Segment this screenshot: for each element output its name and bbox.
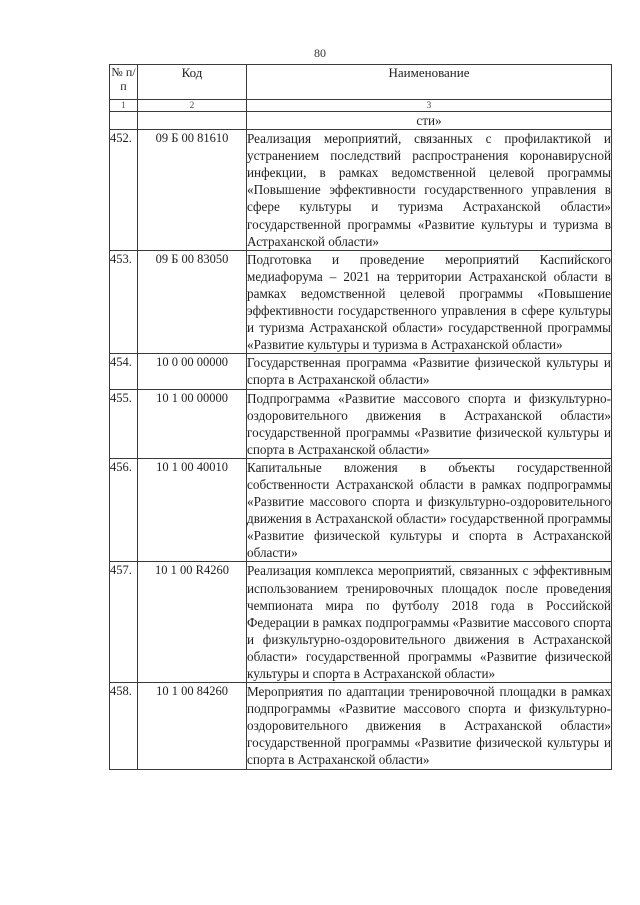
row-name: Подпрограмма «Развитие массового спорта и физкультурно-оздоровительного движения в Астраханской области» государственной программы «Развитие физической культуры и спорта в Астраханской области» [247, 390, 611, 457]
classification-table [109, 64, 612, 770]
row-name: Государственная программа «Развитие физической культуры и спорта в Астраханской области» [247, 355, 611, 388]
table-row [110, 354, 612, 389]
table-row [110, 683, 612, 769]
table-row [110, 458, 612, 562]
row-code: 09 Б 00 83050 [138, 250, 247, 354]
header-num: № п/п [110, 65, 138, 100]
header-name: Наименование [247, 65, 612, 100]
row-number: 456. [110, 458, 138, 562]
row-code: 10 1 00 00000 [138, 389, 247, 458]
row-name: Реализация комплекса мероприятий, связанных с эффективным использованием тренировочных площадок после проведения чемпионата мира по футболу 2018 года в Российской Федерации в рамках подпрограммы «Развитие массового спорта и физкультурно-оздоровительного движения в Астраханской области» государственной программы «Развитие физической культуры и спорта в Астраханской области» [247, 563, 611, 681]
row-name: Подготовка и проведение мероприятий Каспийского медиафорума – 2021 на территории Астраханской области в рамках ведомственной целевой программы «Повышение эффективности государственного управления в сфере культуры и туризма Астраханской области» государственной программы «Развитие культуры и туризма в Астраханской области» [247, 251, 611, 353]
table-header-row [110, 65, 612, 100]
column-index: 3 [247, 100, 612, 112]
column-index-row [110, 100, 612, 112]
column-index: 1 [110, 100, 138, 112]
row-number: 455. [110, 389, 138, 458]
row-number: 453. [110, 250, 138, 354]
row-number: 458. [110, 683, 138, 769]
column-index: 2 [138, 100, 247, 112]
row-name: Капитальные вложения в объекты государственной собственности Астраханской области в рамках подпрограммы «Развитие массового спорта и физкультурно-оздоровительного движения в Астраханской области» государственной программы «Развитие физической культуры и спорта в Астраханской области» [247, 459, 611, 561]
table-row [110, 562, 612, 683]
header-code: Код [138, 65, 247, 100]
row-name: Мероприятия по адаптации тренировочной площадки в рамках подпрограммы «Развитие массового спорта и физкультурно-оздоровительного движения в Астраханской области» государственной программы «Развитие физической культуры и спорта в Астраханской области» [247, 684, 611, 768]
row-code: 10 1 00 84260 [138, 683, 247, 769]
table-row [110, 250, 612, 354]
row-number: 452. [110, 130, 138, 251]
continuation-row [110, 112, 612, 130]
row-code: 10 1 00 R4260 [138, 562, 247, 683]
row-number: 457. [110, 562, 138, 683]
row-number: 454. [110, 354, 138, 389]
continuation-text: сти» [247, 112, 612, 130]
row-code: 10 0 00 00000 [138, 354, 247, 389]
row-code: 10 1 00 40010 [138, 458, 247, 562]
table-row [110, 130, 612, 251]
row-code: 09 Б 00 81610 [138, 130, 247, 251]
table-row [110, 389, 612, 458]
row-name: Реализация мероприятий, связанных с профилактикой и устранением последствий распространения коронавирусной инфекции, в рамках ведомственной целевой программы «Повышение эффективности государственного управления в сфере культуры и туризма Астраханской области» государственной программы «Развитие культуры и туризма в Астраханской области» [247, 131, 611, 249]
page-number: 80 [314, 46, 326, 60]
